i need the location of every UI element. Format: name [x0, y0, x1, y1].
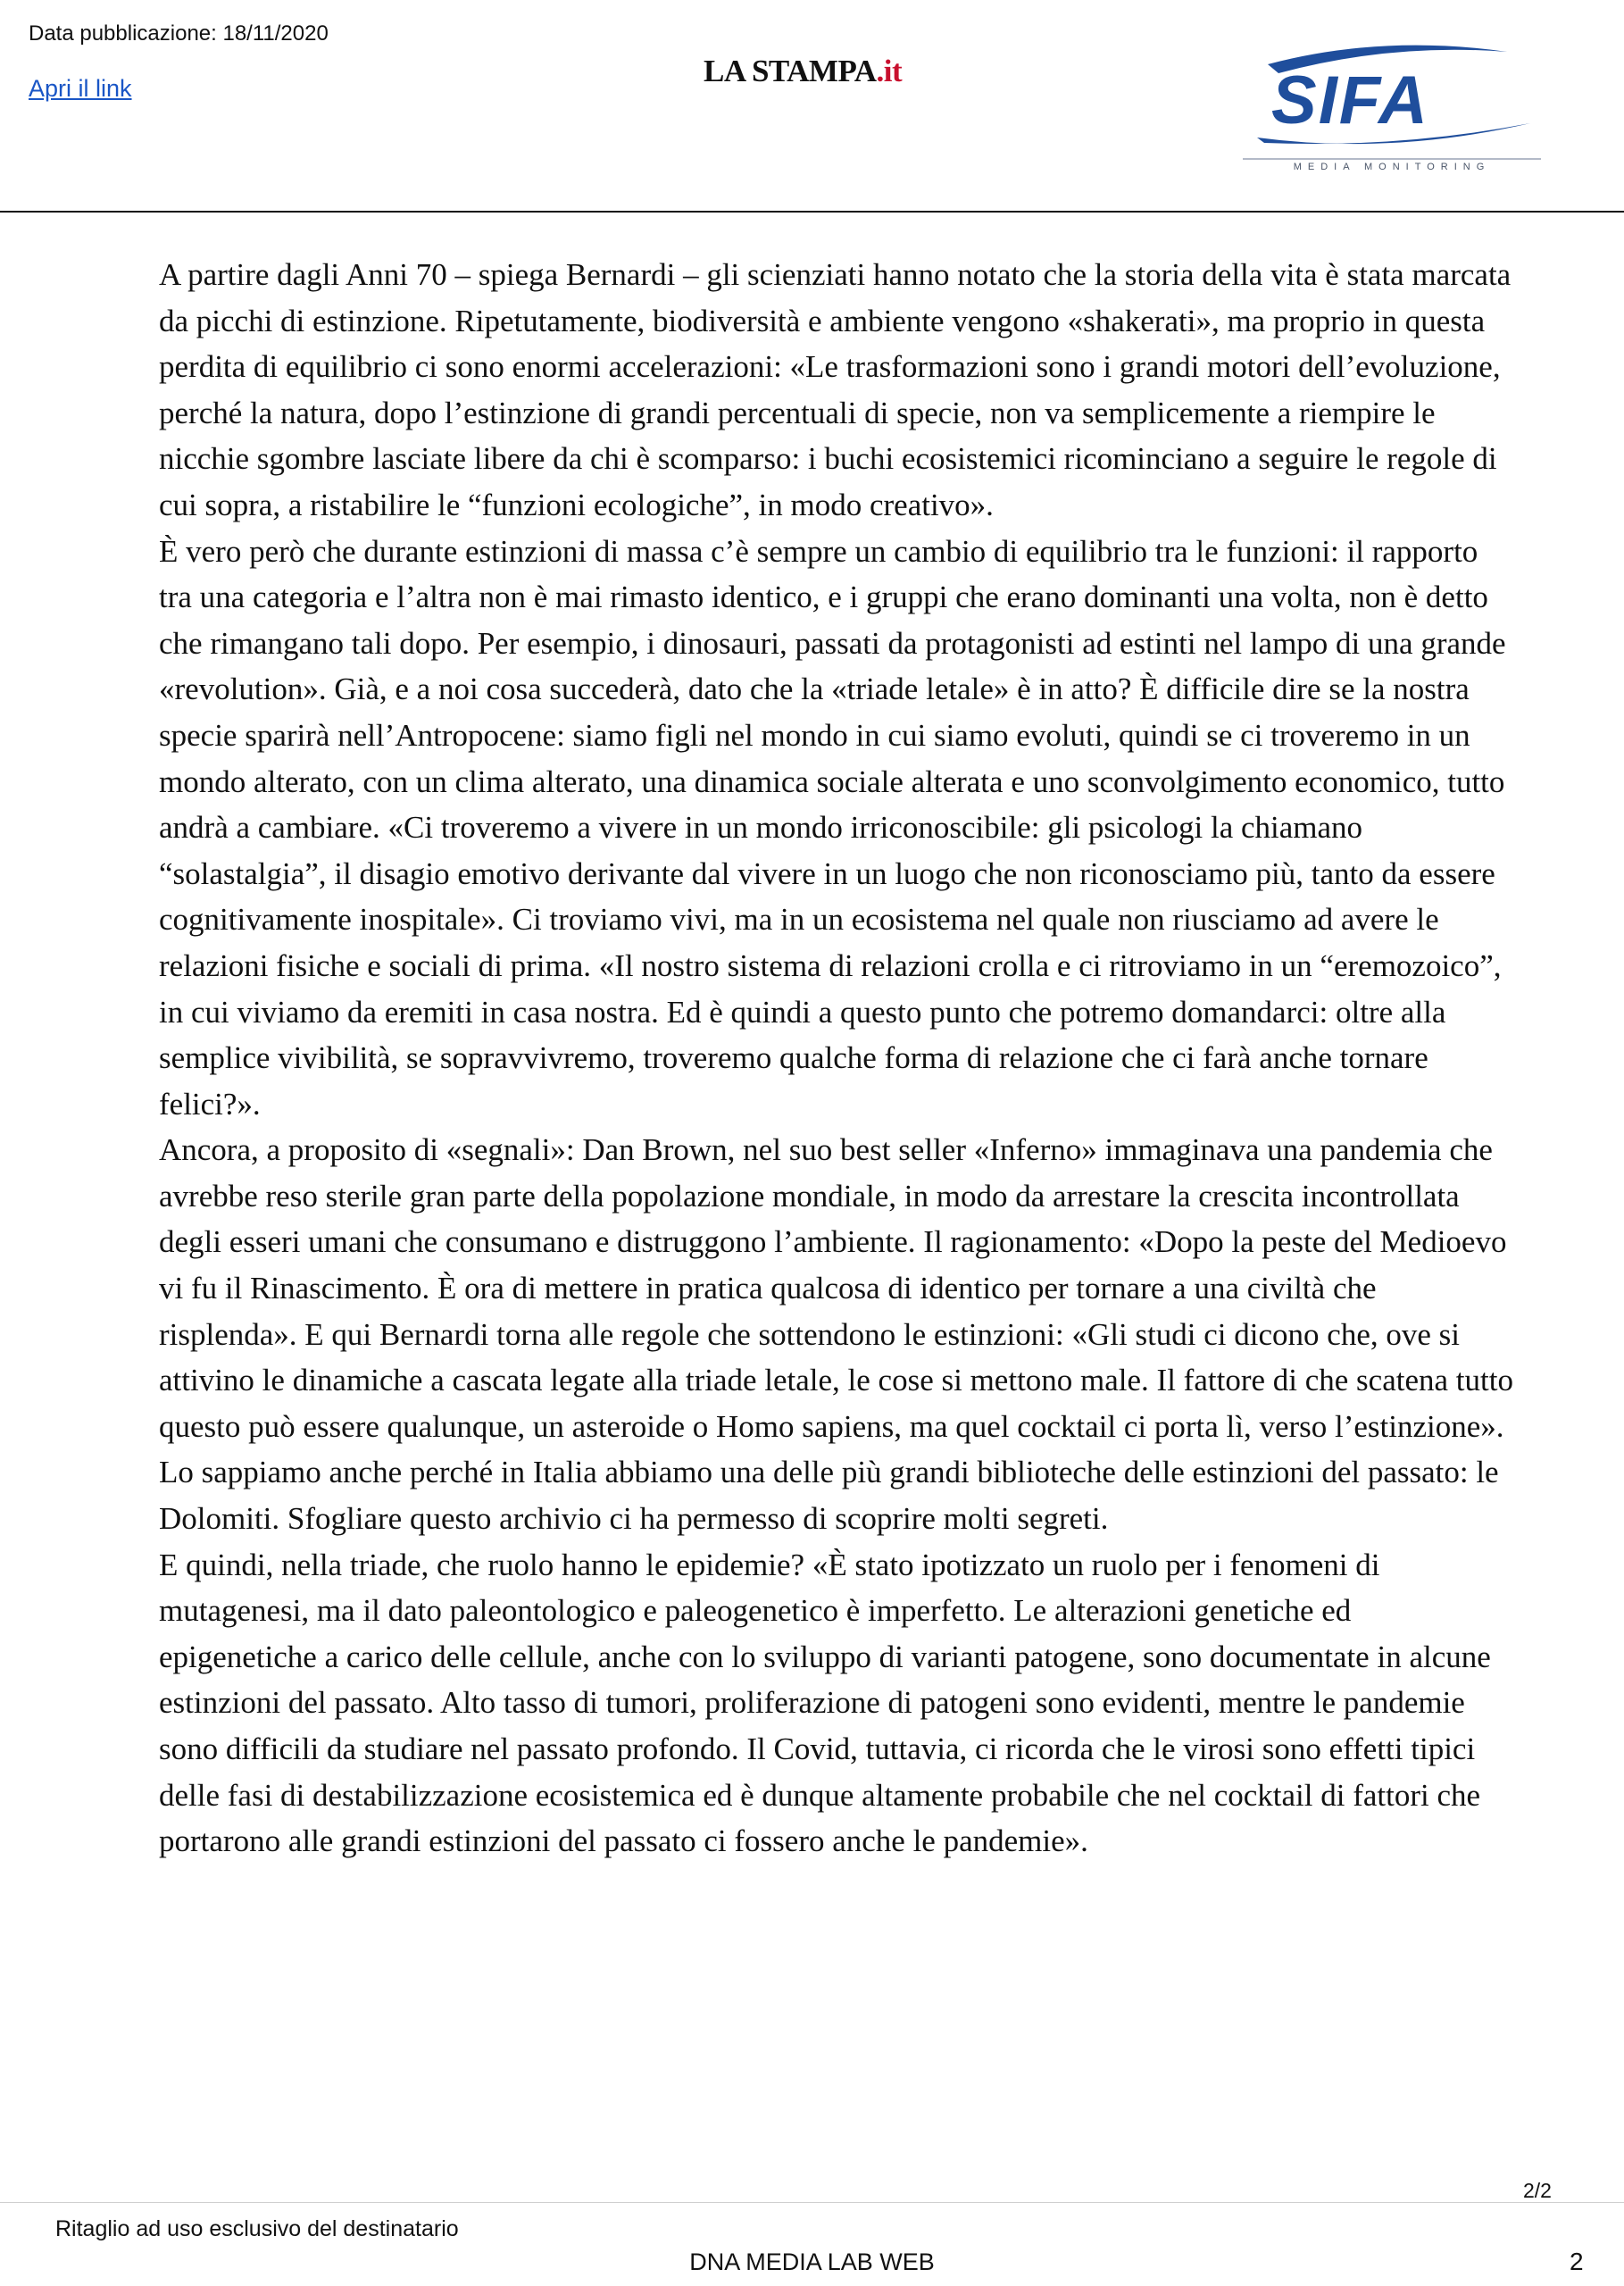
source-name: DNA MEDIA LAB WEB — [689, 2248, 935, 2275]
logo-wordmark: SIFA — [1271, 63, 1429, 138]
page-number: 2 — [1570, 2248, 1584, 2275]
article-paragraph: Ancora, a proposito di «segnali»: Dan Brown, nel suo best seller «Inferno» immaginava una pandemia che avrebbe reso sterile gran parte della popolazione mondiale, in modo da arrestare la crescita incontrollata degli esseri umani che consumano e distruggono l’ambiente. Il ragionamento: «Dopo la peste del Medioevo vi fu il Rinascimento. È ora di mettere in pratica qualcosa di identico per tornare a una civiltà che risplenda». E qui Bernardi torna alle regole che sottendono le estinzioni: «Gli studi ci dicono che, ove si attivino le dinamiche a cascata legate alla triade letale, le cose si mettono male. Il fattore di che scatena tutto questo può essere qualunque, un asteroide o Homo sapiens, ma quel cocktail ci porta lì, verso l’estinzione». Lo sappiamo anche perché in Italia abbiamo una delle più grandi biblioteche delle estinzioni del passato: le Dolomiti. Sfogliare questo archivio ci ha permesso di scoprire molti segreti. — [159, 1132, 1513, 1537]
logo-tagline: MEDIA MONITORING — [1293, 162, 1491, 172]
header-divider — [0, 211, 1624, 213]
footer-divider — [0, 2202, 1624, 2203]
article-body — [159, 252, 1516, 1865]
masthead-suffix: .it — [876, 54, 903, 88]
article-paragraph: A partire dagli Anni 70 – spiega Bernardi – gli scienziati hanno notato che la storia della vita è stata marcata da picchi di estinzione. Ripetutamente, biodiversità e ambiente vengono «shakerati», ma proprio in questa perdita di equilibrio ci sono enormi accelerazioni: «Le trasformazioni sono i grandi motori dell’evoluzione, perché la natura, dopo l’estinzione di grandi percentuali di specie, non va semplicemente a riempire le nicchie sgombre lasciate libere da chi è scomparso: i buchi ecosistemici ricominciano a seguire le regole di cui sopra, a ristabilire le “funzioni ecologiche”, in modo creativo». — [159, 257, 1512, 522]
masthead-title: LA STAMPA — [704, 54, 877, 88]
open-link[interactable]: Apri il link — [29, 75, 132, 102]
article-paragraph: È vero però che durante estinzioni di massa c’è sempre un cambio di equilibrio tra le funzioni: il rapporto tra una categoria e l’altra non è mai rimasto identico, e i gruppi che erano dominanti una volta, non è detto che rimangano tali dopo. Per esempio, i dinosauri, passati da protagonisti ad estinti nel lampo di una grande «revolution». Già, e a noi cosa succederà, dato che la «triade letale» è in atto? È difficile dire se la nostra specie sparirà nell’Antropocene: siamo figli nel mondo in cui siamo evoluti, quindi se ci troveremo in un mondo alterato, con un clima alterato, una dinamica sociale alterata e uno sconvolgimento economico, tutto andrà a cambiare. «Ci troveremo a vivere in un mondo irriconoscibile: gli psicologi la chiamano “solastalgia”, il disagio emotivo derivante dal vivere in un luogo che non riconosciamo più, tanto da essere cognitivamente inospitale». Ci troviamo vivi, ma in un ecosistema nel quale non riusciamo ad avere le relazioni fisiche e sociali di prima. «Il nostro sistema di relazioni crolla e ci ritroviamo in un “eremozoico”, in cui viviamo da eremiti in casa nostra. Ed è quindi a questo punto che potremo domandarci: oltre alla semplice vivibilità, se sopravvivremo, troveremo qualche forma di relazione che ci farà anche tornare felici?». — [159, 533, 1506, 1122]
masthead-logo — [704, 54, 902, 89]
sifa-logo — [1239, 34, 1545, 173]
clip-disclaimer: Ritaglio ad uso esclusivo del destinatario — [55, 2216, 459, 2241]
page-count: 2/2 — [1523, 2179, 1552, 2202]
publication-date: Data pubblicazione: 18/11/2020 — [29, 21, 329, 46]
article-paragraph: E quindi, nella triade, che ruolo hanno le epidemie? «È stato ipotizzato un ruolo per i fenomeni di mutagenesi, ma il dato paleontologico e paleogenetico è imperfetto. Le alterazioni genetiche ed epigenetiche a carico delle cellule, anche con lo sviluppo di varianti patogene, sono documentate in alcune estinzioni del passato. Alto tasso di tumori, proliferazione di patogeni sono evidenti, mentre le pandemie sono difficili da studiare nel passato profondo. Il Covid, tuttavia, ci ricorda che le virosi sono effetti tipici delle fasi di destabilizzazione ecosistemica ed è dunque altamente probabile che nel cocktail di fattori che portarono alle grandi estinzioni del passato ci fossero anche le pandemie». — [159, 1547, 1491, 1859]
